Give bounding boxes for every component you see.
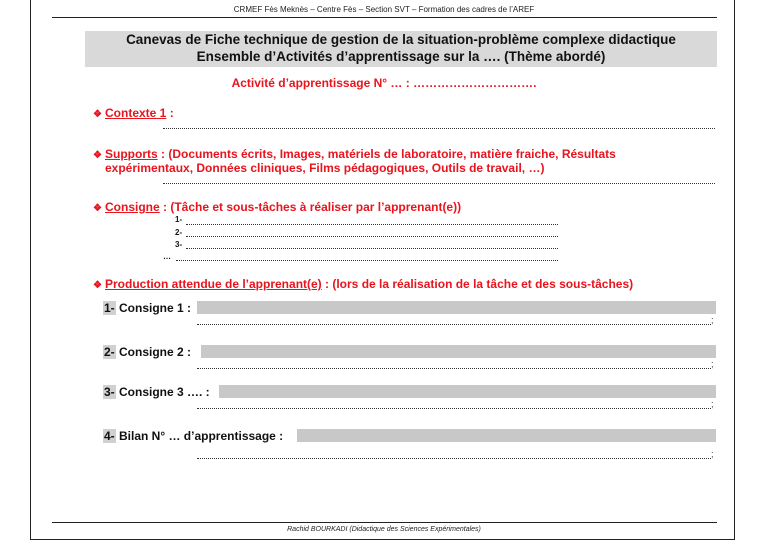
production-item-4-text: Bilan N° … d’apprentissage : — [115, 429, 284, 443]
diamond-bullet-icon: ❖ — [93, 280, 102, 291]
supports-line-1: : (Documents écrits, Images, matériels de laboratoire, matière fraiche, Résultats — [157, 147, 616, 161]
supports-line-2: expérimentaux, Données cliniques, Films pédagogiques, Outils de travail, …) — [105, 161, 545, 175]
consigne-item-1: 1- — [175, 215, 183, 224]
section-contexte — [93, 107, 174, 121]
production-item-4-dotted-line — [197, 458, 711, 459]
production-item-1-text: Consigne 1 : — [115, 301, 192, 315]
production-item-3 — [103, 385, 210, 399]
title-box — [85, 31, 717, 67]
section-supports — [93, 148, 616, 175]
production-item-4-field — [297, 429, 716, 442]
production-item-3-dotted-line — [197, 408, 711, 409]
production-text: : (lors de la réalisation de la tâche et des sous-tâches) — [321, 277, 634, 291]
section-production — [93, 278, 633, 292]
production-label: Production attendue de l’apprenant(e) — [105, 277, 322, 291]
consigne-label: Consigne — [105, 200, 160, 214]
production-item-3-field — [219, 385, 716, 398]
production-item-2-end: ; — [711, 359, 714, 369]
production-item-3-number: 3- — [104, 385, 115, 399]
title-line-1: Canevas de Fiche technique de gestion de la situation-problème complexe didactique — [126, 32, 676, 47]
consigne-item-4: … — [163, 252, 171, 261]
contexte-suffix: : — [166, 106, 174, 120]
header-rule — [52, 17, 717, 18]
activity-heading: Activité d’apprentissage N° … : …………………………. — [231, 76, 537, 90]
production-item-1-field — [197, 301, 716, 314]
production-item-1 — [103, 301, 191, 315]
production-item-4 — [103, 429, 283, 443]
production-item-3-text: Consigne 3 …. : — [115, 385, 210, 399]
consigne-dotted-line-3 — [186, 248, 558, 249]
supports-dotted-line — [163, 183, 715, 184]
consigne-dotted-line-1 — [186, 224, 558, 225]
supports-label: Supports — [105, 147, 158, 161]
footer-rule — [52, 522, 717, 523]
page-header: CRMEF Fès Meknès – Centre Fès – Section SVT – Formation des cadres de l’AREF — [233, 5, 535, 14]
production-item-2 — [103, 345, 191, 359]
production-item-1-dotted-line — [197, 324, 711, 325]
title-line-2: Ensemble d’Activités d’apprentissage sur la …. (Thème abordé) — [196, 49, 606, 64]
consigne-text: : (Tâche et sous-tâches à réaliser par l’apprenant(e)) — [159, 200, 462, 214]
page-footer: Rachid BOURKADI (Didactique des Sciences Expérimentales) — [287, 526, 481, 533]
production-item-4-number: 4- — [104, 429, 115, 443]
production-item-4-end: ; — [711, 449, 714, 459]
production-item-2-text: Consigne 2 : — [115, 345, 192, 359]
production-item-1-end: ; — [711, 315, 714, 325]
production-item-2-dotted-line — [197, 368, 711, 369]
production-item-1-number: 1- — [104, 301, 115, 315]
diamond-bullet-icon: ❖ — [93, 203, 102, 214]
production-item-2-number: 2- — [104, 345, 115, 359]
production-item-2-field — [201, 345, 716, 358]
production-item-3-end: ; — [711, 399, 714, 409]
consigne-dotted-line-2 — [186, 236, 558, 237]
contexte-dotted-line — [163, 128, 715, 129]
consigne-item-2: 2- — [175, 228, 183, 237]
consigne-dotted-line-4 — [176, 260, 558, 261]
consigne-item-3: 3- — [175, 240, 183, 249]
section-consigne — [93, 201, 461, 215]
diamond-bullet-icon: ❖ — [93, 150, 102, 161]
diamond-bullet-icon: ❖ — [93, 109, 102, 120]
contexte-label: Contexte 1 — [105, 106, 167, 120]
